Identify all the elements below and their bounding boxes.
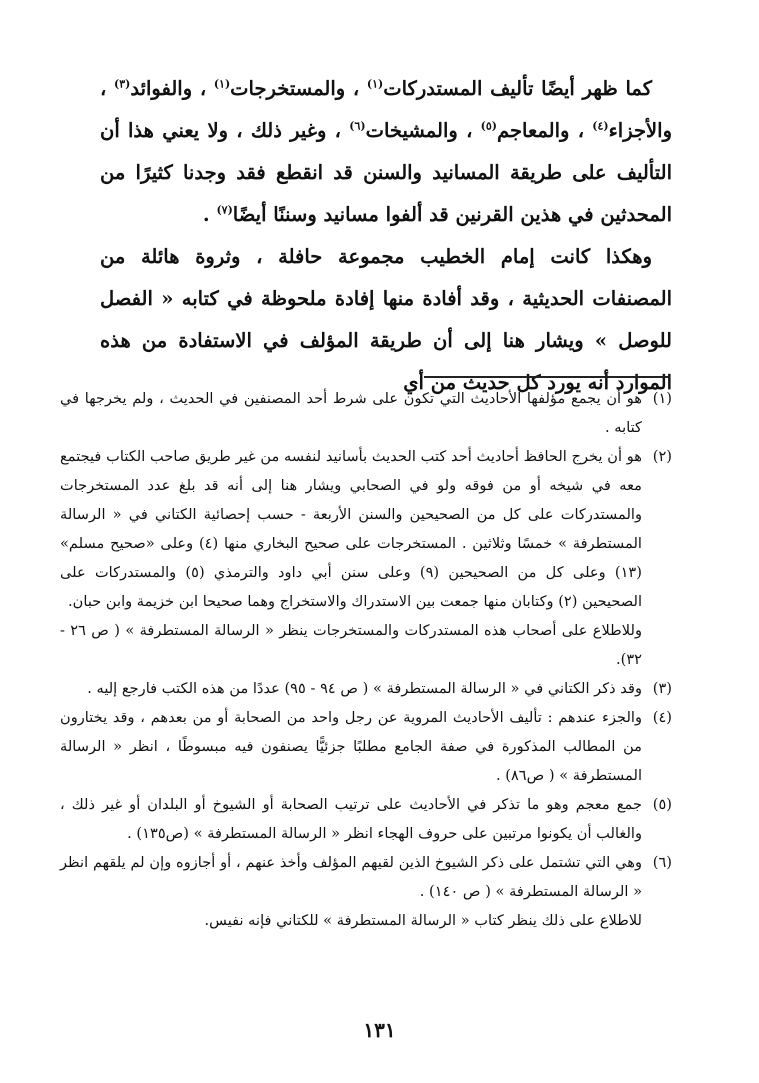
text-segment: ، والمشيخات bbox=[365, 119, 481, 142]
paragraph-1 bbox=[100, 68, 672, 236]
footnote-2-continuation: وللاطلاع على أصحاب هذه المستدركات والمستخرجات ينظر « الرسالة المستطرفة » ( ص ٢٦ - ٣٢). bbox=[60, 622, 643, 668]
closing-note: للاطلاع على ذلك ينظر كتاب « الرسالة المستطرفة » للكتاني فإنه نفيس. bbox=[204, 912, 642, 929]
text-segment: ، والمعاجم bbox=[497, 119, 593, 142]
footnote-text: جمع معجم وهو ما تذكر في الأحاديث على ترتيب الصحابة أو الشيوخ أو البلدان أو غير ذلك ، والغالب أن يكونوا مرتبين على حروف الهجاء انظر « الرسالة المستطرفة » (ص١٣٥) . bbox=[60, 796, 642, 842]
footnote-number: (٤) bbox=[652, 709, 672, 726]
page-number: ١٣١ bbox=[363, 1018, 396, 1042]
text-segment: ، والفوائد bbox=[130, 77, 214, 100]
footnote-text: هو أن يخرج الحافظ أحاديث أحد كتب الحديث بأسانيد لنفسه من غير طريق صاحب الكتاب فيجتمع معه في شيخه أو من فوقه ولو في الصحابي ويشار هنا إلى أنه قد بلغ عدد المستخرجات والمستدركات على كل من الصحيحين والسنن الأربعة - حسب إحصائية الكتاني في « الرسالة المستطرفة » خمسًا وثلاثين . المستخرجات على صحيح البخاري منها (٤) وعلى «صحيح مسلم» (١٣) وعلى كل من الصحيحين (٩) وعلى سنن أبي داود والترمذي (٥) والمستدركات على الصحيحين (٢) وكتابان منها جمعت بين الاستدراك والاستخراج وهما صحيحا ابن خزيمة وابن حبان. bbox=[60, 448, 642, 610]
text-segment: ، وغير ذلك ، ولا يعني هذا أن التأليف على طريقة المسانيد والسنن قد انقطع فقد وجدنا كثيرًا من المحدثين في هذين القرنين قد ألفوا مسانيد وسننًا أيضًا bbox=[100, 119, 672, 226]
footnote-separator bbox=[424, 376, 670, 378]
footnote-1 bbox=[60, 384, 672, 442]
footnote-3 bbox=[60, 674, 672, 703]
footnote-6 bbox=[60, 848, 672, 906]
footnote-text: هو أن يجمع مؤلفها الأحاديث التي تكون على شرط أحد المصنفين في الحديث ، ولم يخرجها في كتابه . bbox=[60, 390, 642, 436]
text-segment: ، والأجزاء bbox=[100, 77, 672, 142]
footnote-ref: (٦) bbox=[349, 119, 366, 133]
text-segment: ، والمستخرجات bbox=[230, 77, 367, 100]
footnote-2 bbox=[60, 442, 672, 616]
footnote-number: (٦) bbox=[652, 854, 672, 871]
text-segment: كما ظهر أيضًا تأليف المستدركات bbox=[383, 77, 652, 100]
footnote-5 bbox=[60, 790, 672, 848]
footnote-ref: (١) bbox=[366, 77, 384, 91]
main-text bbox=[100, 68, 672, 404]
footnote-ref: (٥) bbox=[480, 119, 497, 133]
text-segment: . bbox=[202, 203, 217, 226]
footnote-4 bbox=[60, 703, 672, 790]
footnote-number: (٥) bbox=[652, 796, 672, 813]
footnote-number: (٣) bbox=[652, 680, 672, 697]
footnote-ref: (٣) bbox=[113, 77, 131, 91]
footnote-text: وهي التي تشتمل على ذكر الشيوخ الذين لقيهم المؤلف وأخذ عنهم ، أو أجازوه وإن لم يلقهم انظر « الرسالة المستطرفة » ( ص ١٤٠) . bbox=[60, 854, 642, 900]
footnote-number: (٢) bbox=[652, 448, 672, 465]
footnote-ref: (٧) bbox=[216, 203, 233, 217]
footnote-number: (١) bbox=[652, 390, 672, 407]
footnote-text: والجزء عندهم : تأليف الأحاديث المروية عن رجل واحد من الصحابة أو من بعدهم ، وقد يختارون من المطالب المذكورة في صفة الجامع مطلبًا جزئيًّا يصنفون فيه مبسوطًا ، انظر « الرسالة المستطرفة » ( ص٨٦) . bbox=[60, 709, 642, 784]
footnotes bbox=[60, 384, 672, 935]
footnote-ref: (٤) bbox=[592, 119, 609, 133]
footnote-ref: (١) bbox=[213, 77, 231, 91]
paragraph-2: وهكذا كانت إمام الخطيب مجموعة حافلة ، وثروة هائلة من المصنفات الحديثية ، وقد أفادة منها إفادة ملحوظة في كتابه « الفصل للوصل » ويشار هنا إلى أن طريقة المؤلف في الاستفادة من هذه الموارد أنه يورد كل حديث من أي bbox=[100, 245, 672, 394]
footnote-text: وقد ذكر الكتاني في « الرسالة المستطرفة » ( ص ٩٤ - ٩٥) عددًا من هذه الكتب فارجع إليه . bbox=[87, 680, 642, 697]
